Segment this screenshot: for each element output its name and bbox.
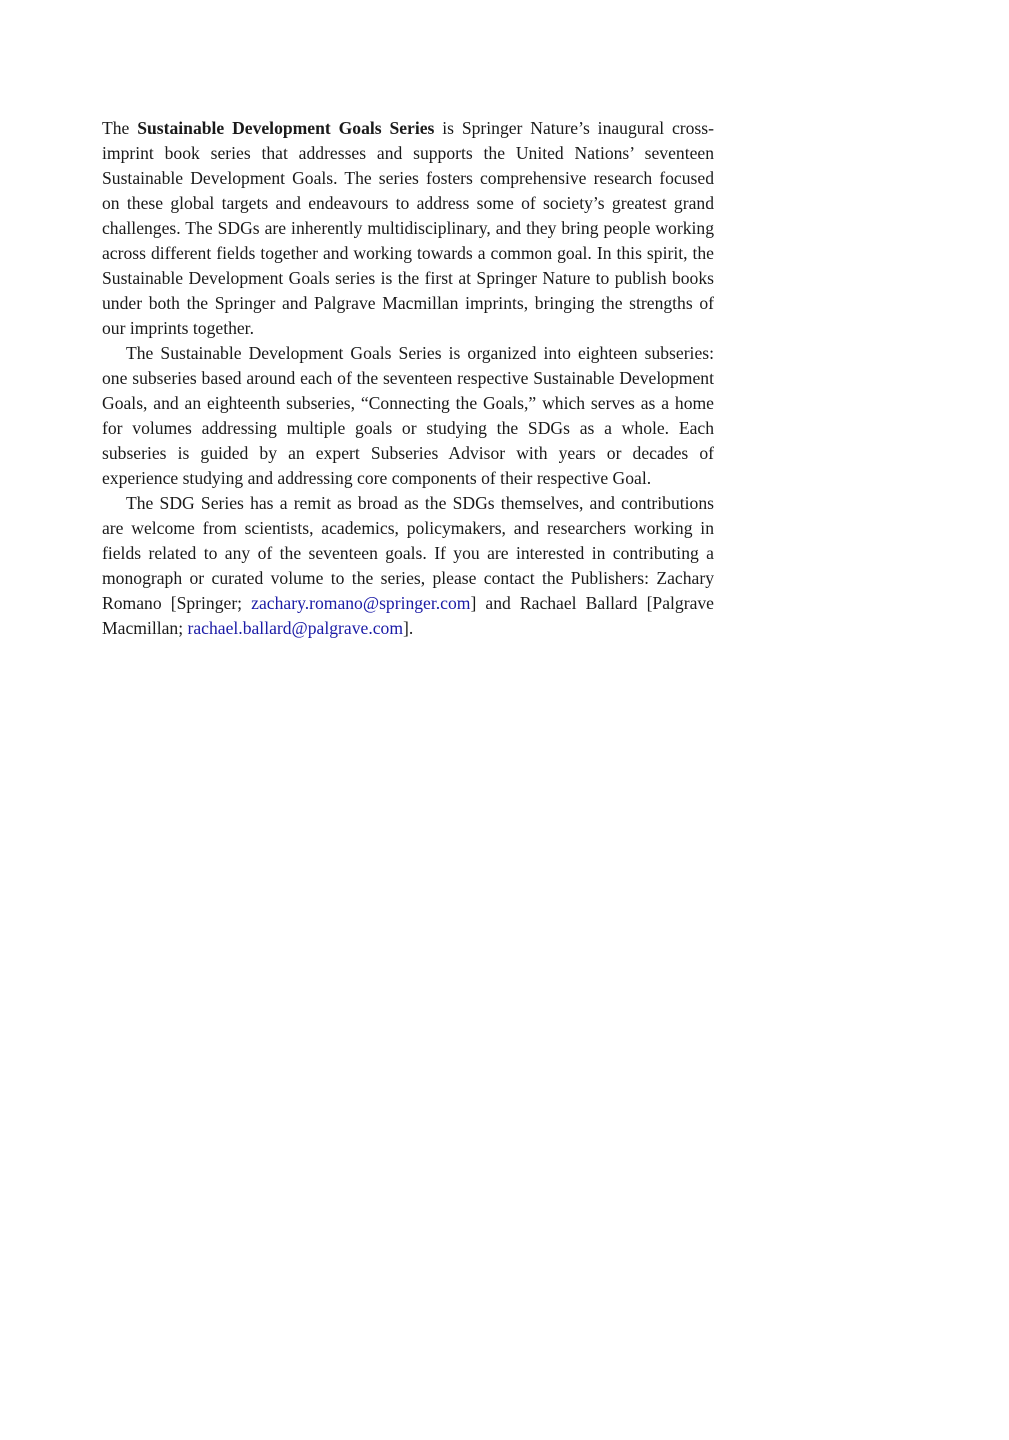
paragraph-intro — [102, 116, 714, 341]
email-link-palgrave[interactable]: rachael.ballard@palgrave.com — [187, 618, 404, 638]
contact-body: The SDG Series has a remit as broad as the SDGs themselves, and contributions are welcome from scientists, academics, policymakers, and researchers working in fields related to any of the seventeen goals. If you are interested in contributing a monograph or curated volume to the series, please contact the Publishers: Zachary Romano [Springer; — [102, 493, 714, 613]
series-name: Sustainable Development Goals Series — [137, 118, 435, 138]
subseries-body: The Sustainable Development Goals Series is organized into eighteen subseries: one subseries based around each of the seventeen respective Sustainable Development Goals, and an eighteenth subseries, “Connecting the Goals,” which serves as a home for volumes addressing multiple goals or studying the SDGs as a whole. Each subseries is guided by an expert Subseries Advisor with years or decades of experience studying and addressing core components of their respective Goal. — [102, 343, 714, 488]
email-link-springer[interactable]: zachary.romano@springer.com — [251, 593, 471, 613]
series-description — [102, 116, 714, 641]
contact-end: ]. — [403, 618, 414, 638]
intro-lead: The — [102, 118, 138, 138]
paragraph-contact — [102, 491, 714, 641]
paragraph-subseries — [102, 341, 714, 491]
contact-middle: ] and Rachael Ballard [Palgrave Macmillan; — [102, 593, 714, 638]
intro-body: is Springer Nature’s inaugural cross-imprint book series that addresses and supports the United Nations’ seventeen Sustainable Development Goals. The series fosters comprehensive research focused on these global targets and endeavours to address some of society’s greatest grand challenges. The SDGs are inherently multidisciplinary, and they bring people working across different fields together and working towards a common goal. In this spirit, the Sustainable Development Goals series is the first at Springer Nature to publish books under both the Springer and Palgrave Macmillan imprints, bringing the strengths of our imprints together. — [102, 118, 714, 338]
